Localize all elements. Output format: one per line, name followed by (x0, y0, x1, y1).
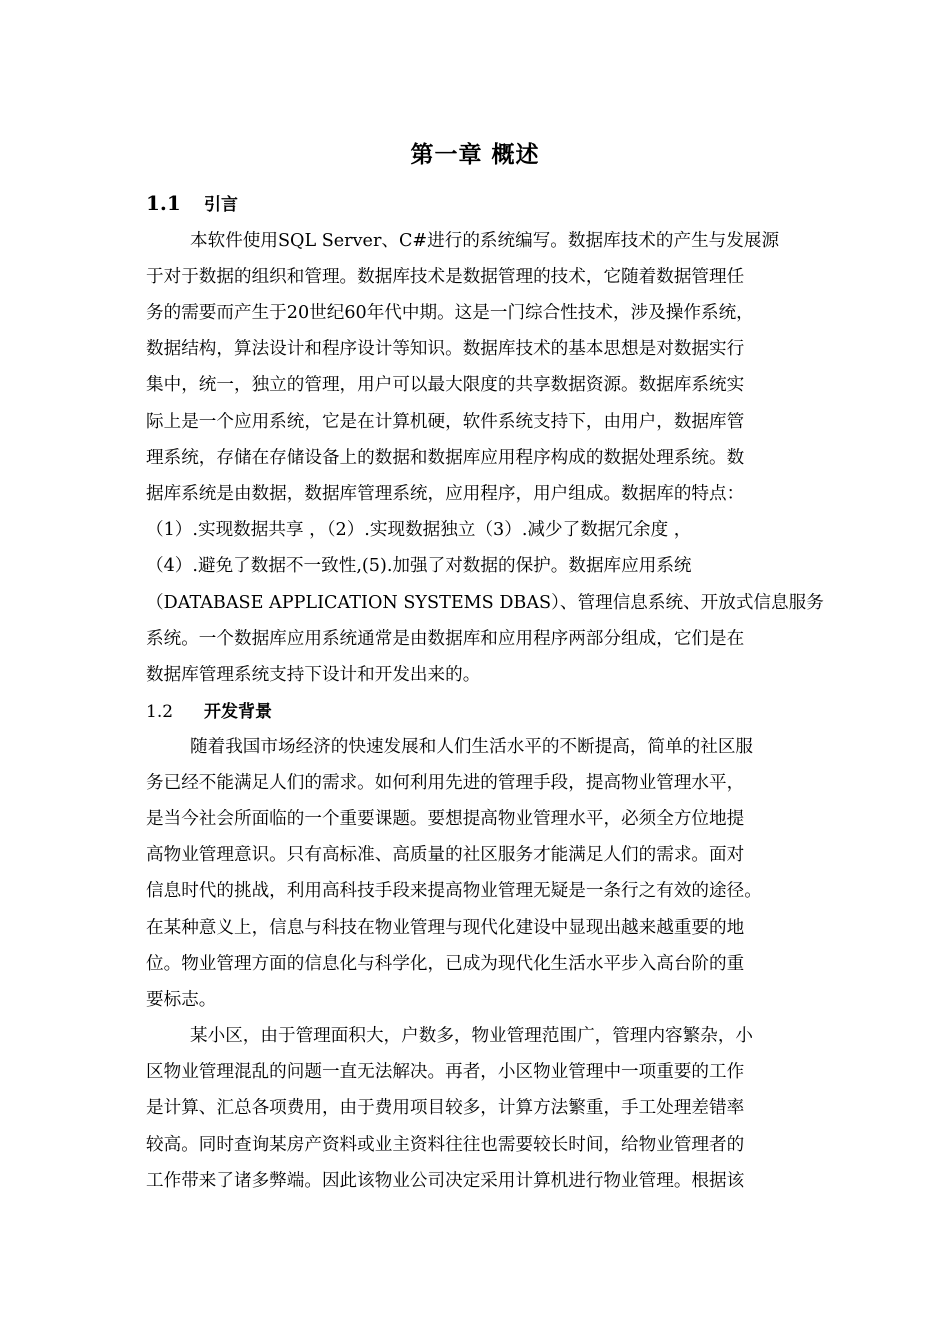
paragraph-line: 务已经不能满足人们的需求。如何利用先进的管理手段，提高物业管理水平， (146, 773, 745, 793)
paragraph-line: 务的需要而产生于20世纪60年代中期。这是一门综合性技术，涉及操作系统， (146, 303, 754, 323)
paragraph-line: 位。物业管理方面的信息化与科学化，已成为现代化生活水平步入高台阶的重 (146, 954, 745, 974)
section-number: 1.1 (146, 191, 181, 215)
paragraph-line: 据库系统是由数据，数据库管理系统，应用程序，用户组成。数据库的特点： (146, 484, 745, 504)
paragraph-line: 较高。同时查询某房产资料或业主资料往往也需要较长时间，给物业管理者的 (146, 1135, 745, 1155)
paragraph-line: 本软件使用SQL Server、C#进行的系统编写。数据库技术的产生与发展源 (190, 231, 780, 251)
paragraph-line: （4）.避免了数据不一致性,(5).加强了对数据的保护。数据库应用系统 (146, 556, 692, 576)
paragraph-line: 要标志。 (146, 990, 217, 1010)
paragraph-line: （1）.实现数据共享 ，（2）.实现数据独立（3）.减少了数据冗余度 ， (146, 520, 692, 540)
paragraph-line: 信息时代的挑战，利用高科技手段来提高物业管理无疑是一条行之有效的途径。 (146, 881, 762, 901)
paragraph-line: 数据库管理系统支持下设计和开发出来的。 (146, 665, 481, 685)
paragraph-line: 工作带来了诸多弊端。因此该物业公司决定采用计算机进行物业管理。根据该 (146, 1171, 745, 1191)
chapter-title: 第一章 概述 (410, 141, 540, 168)
paragraph-line: 理系统，存储在存储设备上的数据和数据库应用程序构成的数据处理系统。数 (146, 448, 745, 468)
paragraph-line: 在某种意义上，信息与科技在物业管理与现代化建设中显现出越来越重要的地 (146, 918, 745, 938)
paragraph-line: 某小区，由于管理面积大，户数多，物业管理范围广，管理内容繁杂，小 (190, 1026, 754, 1046)
paragraph-line: 高物业管理意识。只有高标准、高质量的社区服务才能满足人们的需求。面对 (146, 845, 745, 865)
paragraph-line: 是当今社会所面临的一个重要课题。要想提高物业管理水平，必须全方位地提 (146, 809, 745, 829)
paragraph-line: 区物业管理混乱的问题一直无法解决。再者，小区物业管理中一项重要的工作 (146, 1062, 745, 1082)
section-title: 引言 (204, 195, 238, 215)
section-number: 1.2 (146, 702, 174, 722)
section-heading-intro (146, 190, 238, 215)
paragraph-line: 数据结构，算法设计和程序设计等知识。数据库技术的基本思想是对数据实行 (146, 339, 745, 359)
paragraph-line: 际上是一个应用系统，它是在计算机硬，软件系统支持下，由用户，数据库管 (146, 412, 745, 432)
paragraph-line: 于对于数据的组织和管理。数据库技术是数据管理的技术，它随着数据管理任 (146, 267, 745, 287)
paragraph-line: 是计算、汇总各项费用，由于费用项目较多，计算方法繁重，手工处理差错率 (146, 1098, 745, 1118)
section-heading-background (146, 697, 272, 722)
paragraph-line: 随着我国市场经济的快速发展和人们生活水平的不断提高，简单的社区服 (190, 737, 754, 757)
section-title: 开发背景 (204, 702, 272, 722)
paragraph-line: 集中，统一，独立的管理，用户可以最大限度的共享数据资源。数据库系统实 (146, 375, 745, 395)
paragraph-line: 系统。一个数据库应用系统通常是由数据库和应用程序两部分组成，它们是在 (146, 629, 745, 649)
paragraph-line: （DATABASE APPLICATION SYSTEMS DBAS）、管理信息系统、开放式信息服务 (146, 593, 824, 613)
